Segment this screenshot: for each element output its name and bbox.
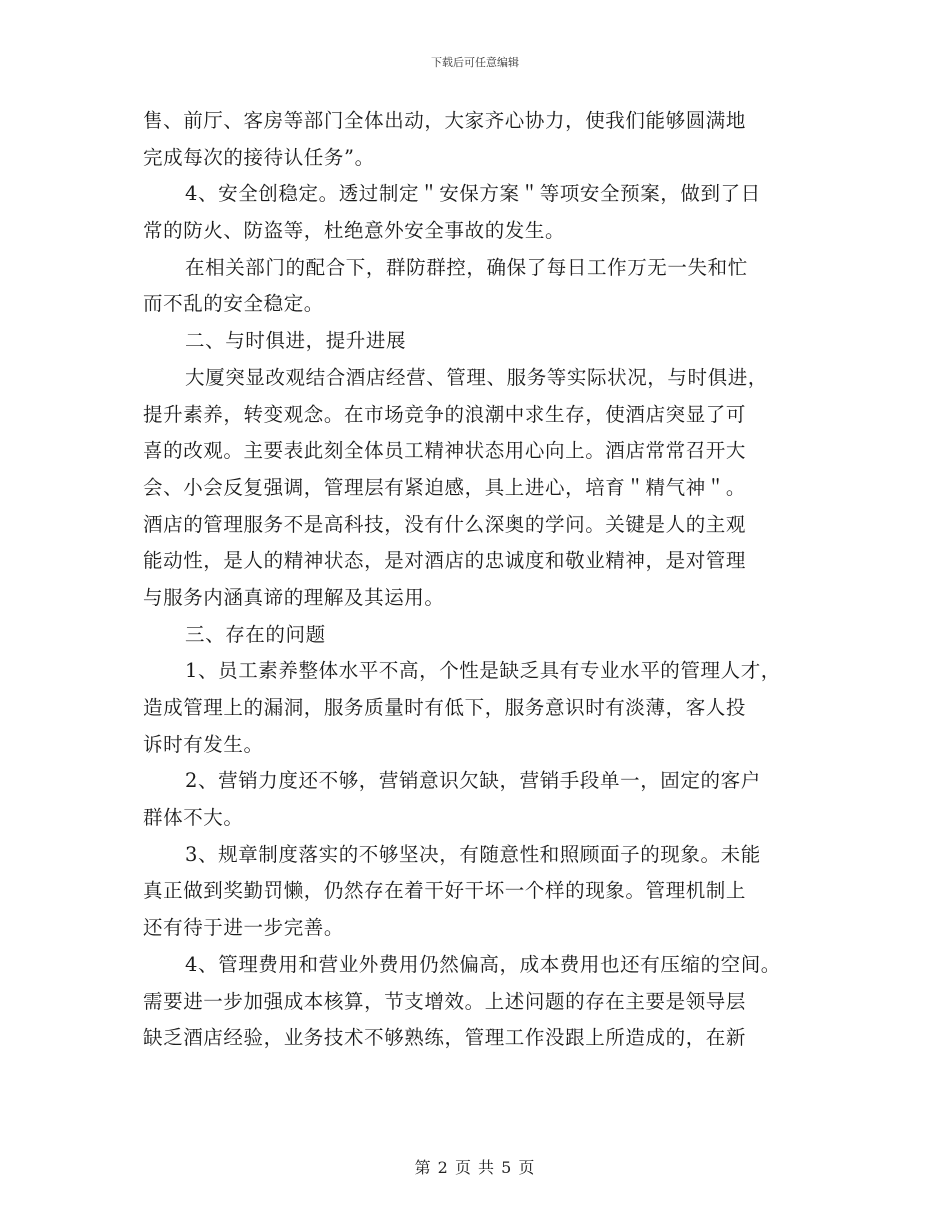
line-text: 1、员工素养整体水平不高，个性是缺乏具有专业水平的管理人才， [185, 659, 781, 683]
text-line [143, 140, 808, 177]
line-text: 提升素养，转变观念。在市场竞争的浪潮中求生存，使酒店突显了可 [143, 402, 747, 426]
line-text: 需要进一步加强成本核算，节支增效。上述问题的存在主要是领导层 [143, 989, 747, 1013]
line-text: 会、小会反复强调，管理层有紧迫感，具上进心，培育＂精气神＂。 [143, 475, 747, 499]
text-line [143, 103, 808, 140]
line-text: 酒店的管理服务不是高科技，没有什么深奥的学问。关键是人的主观 [143, 512, 747, 536]
line-text: 大厦突显改观结合酒店经营、管理、服务等实际状况，与时俱进， [185, 365, 768, 389]
line-text: 造成管理上的漏洞，服务质量时有低下，服务意识时有淡薄，客人投 [143, 696, 747, 719]
text-line [143, 837, 808, 874]
line-text: 2、营销力度还不够，营销意识欠缺，营销手段单一，固定的客户 [185, 769, 761, 793]
text-line [143, 286, 808, 323]
section-heading [143, 323, 808, 360]
line-text: 诉时有发生。 [143, 732, 264, 756]
line-text: 常的防火、防盗等，杜绝意外安全事故的发生。 [143, 219, 566, 243]
text-line [143, 580, 808, 617]
text-line [143, 727, 808, 764]
text-line [143, 250, 808, 287]
text-line [143, 873, 808, 910]
line-text: 缺乏酒店经验，业务技术不够熟练，管理工作没跟上所造成的，在新 [143, 1026, 747, 1050]
line-text: 在相关部门的配合下，群防群控，确保了每日工作万无一失和忙 [185, 255, 748, 279]
text-line [143, 213, 808, 250]
header-note: 下载后可任意编辑 [431, 56, 519, 69]
line-text: 而不乱的安全稳定。 [143, 292, 324, 316]
text-line [143, 176, 808, 213]
text-line [143, 360, 808, 397]
text-line [143, 653, 808, 690]
section-heading [143, 617, 808, 654]
line-text: 售、前厅、客房等部门全体出动，大家齐心协力，使我们能够圆满地 [143, 109, 747, 132]
text-line [143, 910, 808, 947]
text-line [143, 507, 808, 544]
text-line [143, 470, 808, 507]
line-text: 4、管理费用和营业外费用仍然偏高，成本费用也还有压缩的空间。 [185, 952, 781, 976]
line-text: 能动性，是人的精神状态，是对酒店的忠诚度和敬业精神，是对管理 [143, 549, 747, 573]
document-body [143, 103, 808, 1057]
text-line [143, 690, 808, 727]
line-text: 喜的改观。主要表此刻全体员工精神状态用心向上。酒店常常召开大 [143, 439, 747, 463]
line-text: 群体不大。 [143, 806, 244, 830]
text-line [143, 433, 808, 470]
line-text: 完成每次的接待认任务”。 [143, 145, 375, 169]
line-text: 4、安全创稳定。透过制定＂安保方案＂等项安全预案，做到了日 [185, 182, 761, 206]
line-text: 还有待于进一步完善。 [143, 916, 345, 940]
text-line [143, 1020, 808, 1057]
line-text: 3、规章制度落实的不够坚决，有随意性和照顾面子的现象。未能 [185, 842, 761, 866]
text-line [143, 543, 808, 580]
line-text: 真正做到奖勤罚懒，仍然存在着干好干坏一个样的现象。管理机制上 [143, 879, 747, 903]
text-line [143, 800, 808, 837]
page-number: 第 2 页 共 5 页 [414, 1158, 536, 1177]
line-text: 三、存在的问题 [185, 622, 326, 646]
text-line [143, 397, 808, 434]
text-line [143, 763, 808, 800]
line-text: 与服务内涵真谛的理解及其运用。 [143, 585, 445, 609]
text-line [143, 947, 808, 984]
text-line [143, 984, 808, 1021]
line-text: 二、与时俱进，提升进展 [185, 329, 407, 353]
